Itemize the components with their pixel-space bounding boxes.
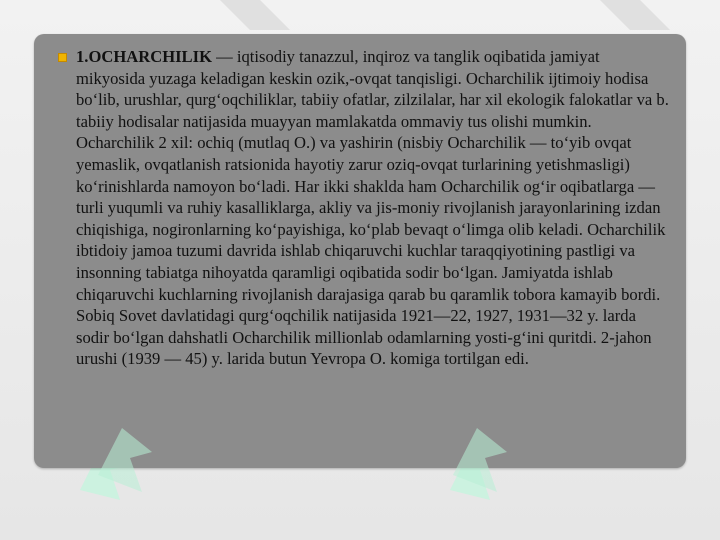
bullet-paragraph	[54, 46, 672, 370]
square-bullet-icon	[58, 53, 67, 62]
paragraph-heading: 1.OCHARCHILIK	[76, 47, 212, 66]
paragraph-body: — iqtisodiy tanazzul, inqiroz va tanglik oqibatida jamiyat mikyosida yuzaga keladigan keskin ozik,-ovqat tanqisligi. Ocharchilik ijtimoiy hodisa bo‘lib, urushlar, qurg‘oqchiliklar, tabiiy ofatlar, zilzilalar, har xil ekologik falokatlar va b. tabiiy hodisalar natijasida muayyan mamlakatda ommaviy tus olishi mumkin. Ocharchilik 2 xil: ochiq (mutlaq O.) va yashirin (nisbiy Ocharchilik — to‘yib ovqat yemaslik, ovqatlanish ratsionida hayotiy zarur oziq-ovqat turlarining yetishmasligi) ko‘rinishlarda namoyon bo‘ladi. Har ikki shaklda ham Ocharchilik og‘ir oqibatlarga — turli yuqumli va ruhiy kasalliklarga, akliy va jis-moniy rivojlanish jarayonlarining izdan chiqishiga, nogironlarning ko‘payishiga, ko‘plab bevaqt o‘limga olib keladi. Ocharchilik ibtidoiy jamoa tuzumi davrida ishlab chiqaruvchi kuchlar taraqqiyotining pastligi va insonning tabiatga nihoyatda qaramligi oqibatida sodir bo‘lgan. Jamiyatda ishlab chiqaruvchi kuchlarning rivojlanish darajasiga qarab bu qaramlik tobora kamayib bordi. Sobiq Sovet davlatidagi qurg‘oqchilik natijasida 1921—22, 1927, 1931—32 y. larda sodir bo‘lgan dahshatli Ocharchilik millionlab odamlarning yosti-g‘ini quritdi. 2-jahon urushi (1939 — 45) y. larida butun Yevropa O. komiga tortilgan edi.	[76, 47, 669, 369]
content-box	[34, 34, 686, 468]
paragraph-text	[76, 46, 672, 370]
